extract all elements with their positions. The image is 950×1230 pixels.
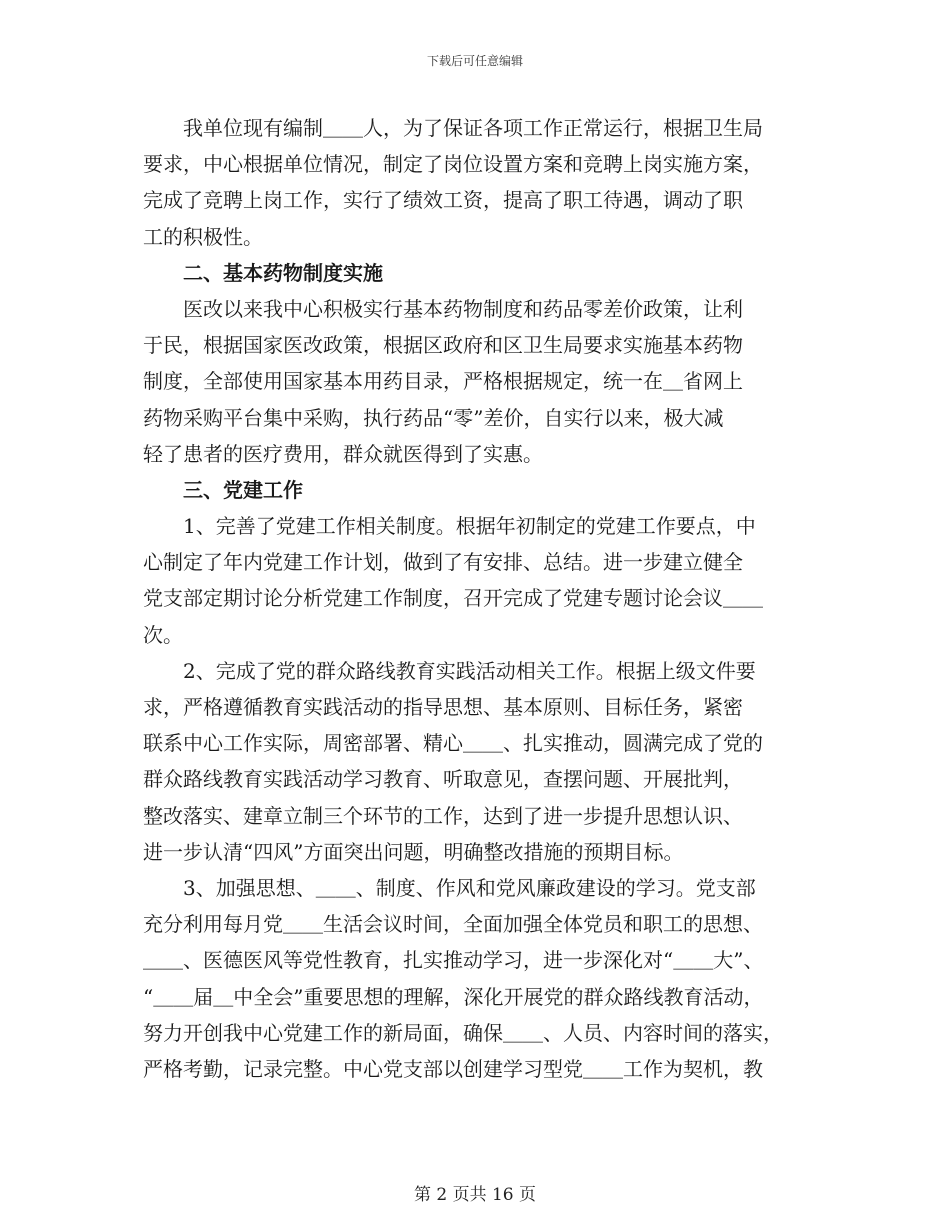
document-body bbox=[143, 110, 808, 1087]
paragraph-line: 心制定了年内党建工作计划，做到了有安排、总结。进一步建立健全 bbox=[143, 550, 743, 575]
paragraph-line: 工的积极性。 bbox=[143, 224, 263, 249]
paragraph-line: 党支部定期讨论分析党建工作制度，召开完成了党建专题讨论会议＿＿ bbox=[143, 586, 763, 611]
section-heading: 三、党建工作 bbox=[143, 477, 303, 502]
paragraph-line: 于民，根据国家医改政策，根据区政府和区卫生局要求实施基本药物 bbox=[143, 333, 743, 358]
paragraph-line: 轻了患者的医疗费用，群众就医得到了实惠。 bbox=[143, 441, 543, 466]
paragraph-line: 进一步认清“四风”方面突出问题，明确整改措施的预期目标。 bbox=[143, 839, 684, 864]
paragraph-line: 要求，中心根据单位情况，制定了岗位设置方案和竞聘上岗实施方案， bbox=[143, 152, 763, 177]
paragraph-line: 联系中心工作实际，周密部署、精心＿＿、扎实推动，圆满完成了党的 bbox=[143, 731, 763, 756]
paragraph-line: 次。 bbox=[143, 622, 183, 647]
paragraph-line: 群众路线教育实践活动学习教育、听取意见，查摆问题、开展批判， bbox=[143, 767, 743, 792]
paragraph-line: 我单位现有编制＿＿人，为了保证各项工作正常运行，根据卫生局 bbox=[143, 116, 763, 140]
paragraph-line: 3、加强思想、＿＿、制度、作风和党风廉政建设的学习。党支部 bbox=[143, 875, 756, 900]
paragraph-line: 医改以来我中心积极实行基本药物制度和药品零差价政策，让利 bbox=[143, 296, 743, 321]
paragraph-line: 完成了竞聘上岗工作，实行了绩效工资，提高了职工待遇，调动了职 bbox=[143, 188, 743, 213]
paragraph-line: 整改落实、建章立制三个环节的工作，达到了进一步提升思想认识、 bbox=[143, 803, 743, 828]
paragraph-line: 充分利用每月党＿＿生活会议时间，全面加强全体党员和职工的思想、 bbox=[143, 912, 763, 937]
page-header: 下载后可任意编辑 bbox=[426, 54, 523, 68]
paragraph-line: 1、完善了党建工作相关制度。根据年初制定的党建工作要点，中 bbox=[143, 514, 756, 539]
paragraph-line: 严格考勤，记录完整。中心党支部以创建学习型党＿＿工作为契机，教 bbox=[143, 1056, 763, 1081]
paragraph-line: 努力开创我中心党建工作的新局面，确保＿＿、人员、内容时间的落实， bbox=[143, 1020, 783, 1045]
paragraph-line: “＿＿届＿中全会”重要思想的理解，深化开展党的群众路线教育活动， bbox=[143, 984, 764, 1009]
section-heading: 二、基本药物制度实施 bbox=[143, 260, 383, 285]
paragraph-line: 求，严格遵循教育实践活动的指导思想、基本原则、目标任务，紧密 bbox=[143, 695, 743, 719]
paragraph-line: 2、完成了党的群众路线教育实践活动相关工作。根据上级文件要 bbox=[143, 658, 756, 683]
paragraph-line: ＿＿、医德医风等党性教育，扎实推动学习，进一步深化对“＿＿大”、 bbox=[143, 948, 764, 973]
paragraph-line: 药物采购平台集中采购，执行药品“零”差价，自实行以来，极大减 bbox=[143, 405, 724, 430]
paragraph-line: 制度，全部使用国家基本用药目录，严格根据规定，统一在＿省网上 bbox=[143, 369, 743, 394]
page-footer: 第 2 页共 16 页 bbox=[413, 1185, 537, 1205]
